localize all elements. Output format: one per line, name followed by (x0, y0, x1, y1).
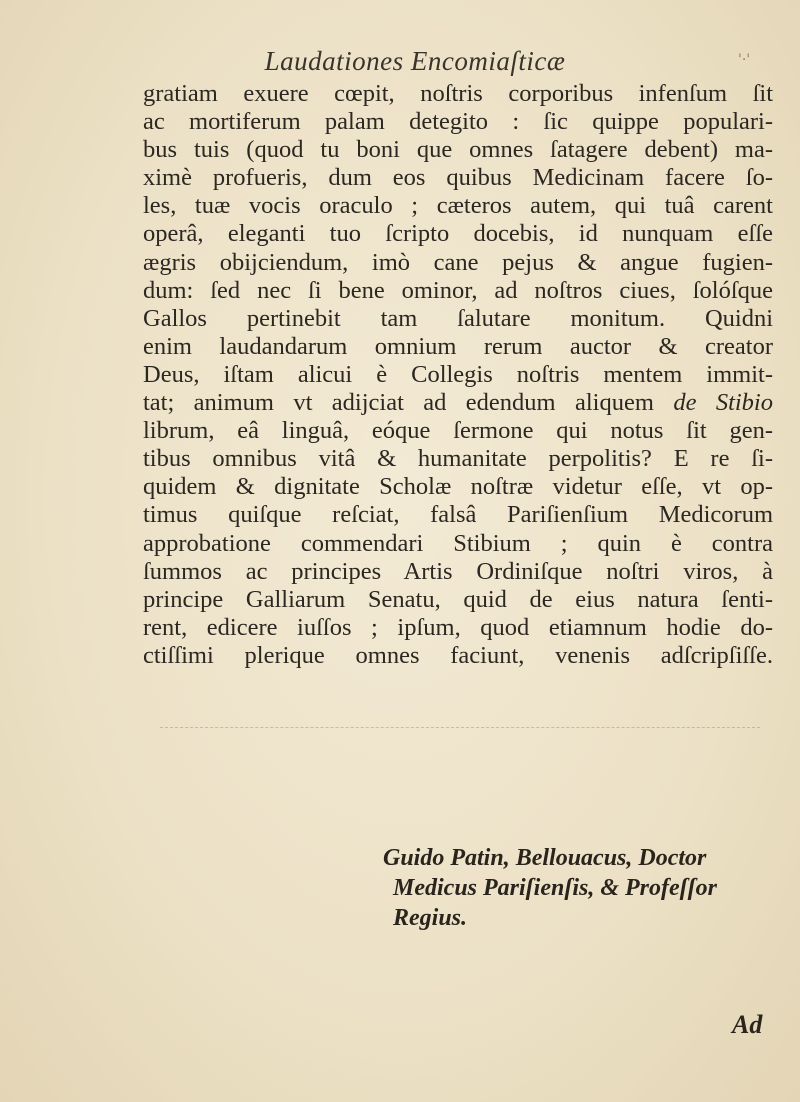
text-line: enim laudandarum omnium rerum auctor & creator (143, 332, 773, 360)
body-text (143, 80, 773, 670)
text-line: ac mortiferum palam detegito : ſic quippe populari- (143, 108, 773, 136)
running-head: Laudationes Encomiaſticæ (264, 46, 566, 76)
text-line-start: tat; animum vt adijciat ad edendum aliquem (143, 389, 654, 417)
text-line: principe Galliarum Senatu, quid de eius natura ſenti- (143, 585, 773, 613)
show-through-rule (160, 727, 760, 730)
text-line: librum, eâ linguâ, eóque ſermone qui notus ſit gen- (143, 417, 773, 445)
text-line: rent, edicere iuſſos ; ipſum, quod etiamnum hodie do- (143, 613, 773, 641)
text-line: timus quiſque reſciat, falsâ Pariſienſium Medicorum (143, 501, 773, 529)
text-line: operâ, eleganti tuo ſcripto docebis, id nunquam eſſe (143, 220, 773, 248)
text-line: tibus omnibus vitâ & humanitate perpolitis? E re ſi- (143, 445, 773, 473)
text-line: ximè profueris, dum eos quibus Medicinam facere ſo- (143, 164, 773, 192)
signature-line: Regius. (393, 905, 468, 931)
text-line: ægris obijciendum, imò cane pejus & angue fugien- (143, 248, 773, 276)
text-line: ctiſſimi plerique omnes faciunt, venenis adſcripſiſſe. (143, 641, 773, 669)
signature-line: Guido Patin, Bellouacus, Doctor (383, 845, 707, 871)
text-line-with-italic (143, 389, 773, 417)
signature-block (383, 843, 763, 933)
text-line: les, tuæ vocis oraculo ; cæteros autem, qui tuâ carent (143, 192, 773, 220)
text-line: approbatione commendari Stibium ; quin è contra (143, 529, 773, 557)
catchword: Ad (732, 1010, 763, 1039)
text-line: ſummos ac principes Artis Ordiniſque noſtri viros, à (143, 557, 773, 585)
text-line: quidem & dignitate Scholæ noſtræ videtur eſſe, vt op- (143, 473, 773, 501)
italic-phrase: de Stibio (673, 389, 773, 417)
signature-line: Medicus Pariſienſis, & Profeſſor (393, 875, 717, 901)
text-line: gratiam exuere cœpit, noſtris corporibus infenſum ſit (143, 80, 773, 107)
corner-mark: '·' (738, 52, 751, 68)
text-line: Deus, iſtam alicui è Collegis noſtris mentem immit- (143, 360, 773, 388)
text-line: Gallos pertinebit tam ſalutare monitum. Quidni (143, 304, 773, 332)
text-line: dum: ſed nec ſi bene ominor, ad noſtros ciues, ſolóſque (143, 276, 773, 304)
text-line: bus tuis (quod tu boni que omnes ſatagere debent) ma- (143, 136, 773, 164)
